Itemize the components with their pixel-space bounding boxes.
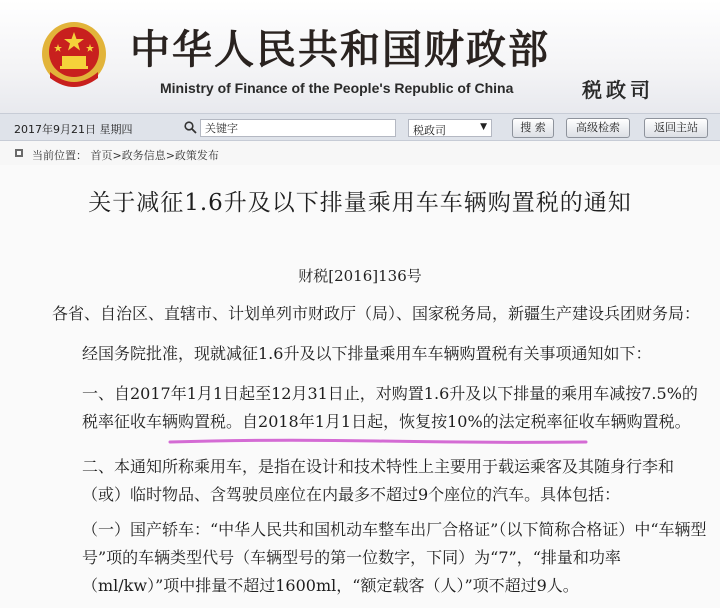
breadcrumb-bar	[0, 141, 720, 165]
paragraph-item-1-part-a: 一、自2017年1月1日起至12月31日止，对购置1.6升及以下排量的乘用车减按7.5%的税率征收车辆购置税。	[82, 384, 698, 431]
highlighted-sentence: 自2018年1月1日起，恢复按10%的法定税率征收车辆购置税。	[242, 412, 691, 431]
breadcrumb[interactable]: 当前位置： 首页>政务信息>政策发布	[32, 149, 219, 162]
document-number: 财税[2016]136号	[298, 267, 422, 285]
advanced-search-button[interactable]: 高级检索	[566, 118, 630, 138]
current-date: 2017年9月21日 星期四	[14, 123, 133, 136]
location-icon	[14, 148, 24, 158]
department-select[interactable]	[408, 119, 492, 137]
department-name: 税政司	[582, 78, 654, 102]
paragraph-recipients: 各省、自治区、直辖市、计划单列市财政厅（局）、国家税务局，新疆生产建设兵团财务局：	[52, 304, 701, 323]
paragraph-item-2: 二、本通知所称乘用车，是指在设计和技术特性上主要用于载运乘客及其随身行李和（或）临时物品、含驾驶员座位在内最多不超过9个座位的汽车。具体包括：	[82, 457, 675, 504]
paragraph-item-2-1: （一）国产轿车：“中华人民共和国机动车整车出厂合格证”（以下简称合格证）中“车辆型号”项的车辆类型代号（车辆型号的第一位数字，下同）为“7”，“排量和功率（ml/kw）”项中排量不超过1600ml，“额定载客（人）”项不超过9人。	[82, 520, 707, 595]
toolbar	[0, 113, 720, 141]
search-button[interactable]: 搜 索	[512, 118, 554, 138]
paragraph-item-1	[82, 380, 712, 436]
site-title: 中华人民共和国财政部	[130, 27, 550, 73]
site-subtitle: Ministry of Finance of the People's Republic of China	[160, 80, 514, 96]
national-emblem-icon	[40, 20, 108, 92]
paragraph-intro: 经国务院批准，现就减征1.6升及以下排量乘用车车辆购置税有关事项通知如下：	[82, 344, 652, 363]
hand-drawn-underline	[168, 437, 588, 445]
search-input[interactable]	[200, 119, 396, 137]
search-icon	[184, 121, 197, 134]
document-title: 关于减征1.6升及以下排量乘用车车辆购置税的通知	[88, 190, 632, 216]
return-home-button[interactable]: 返回主站	[644, 118, 708, 138]
site-header	[0, 0, 720, 113]
department-select-value: 税政司	[413, 124, 446, 137]
chevron-down-icon: ▼	[480, 122, 487, 132]
